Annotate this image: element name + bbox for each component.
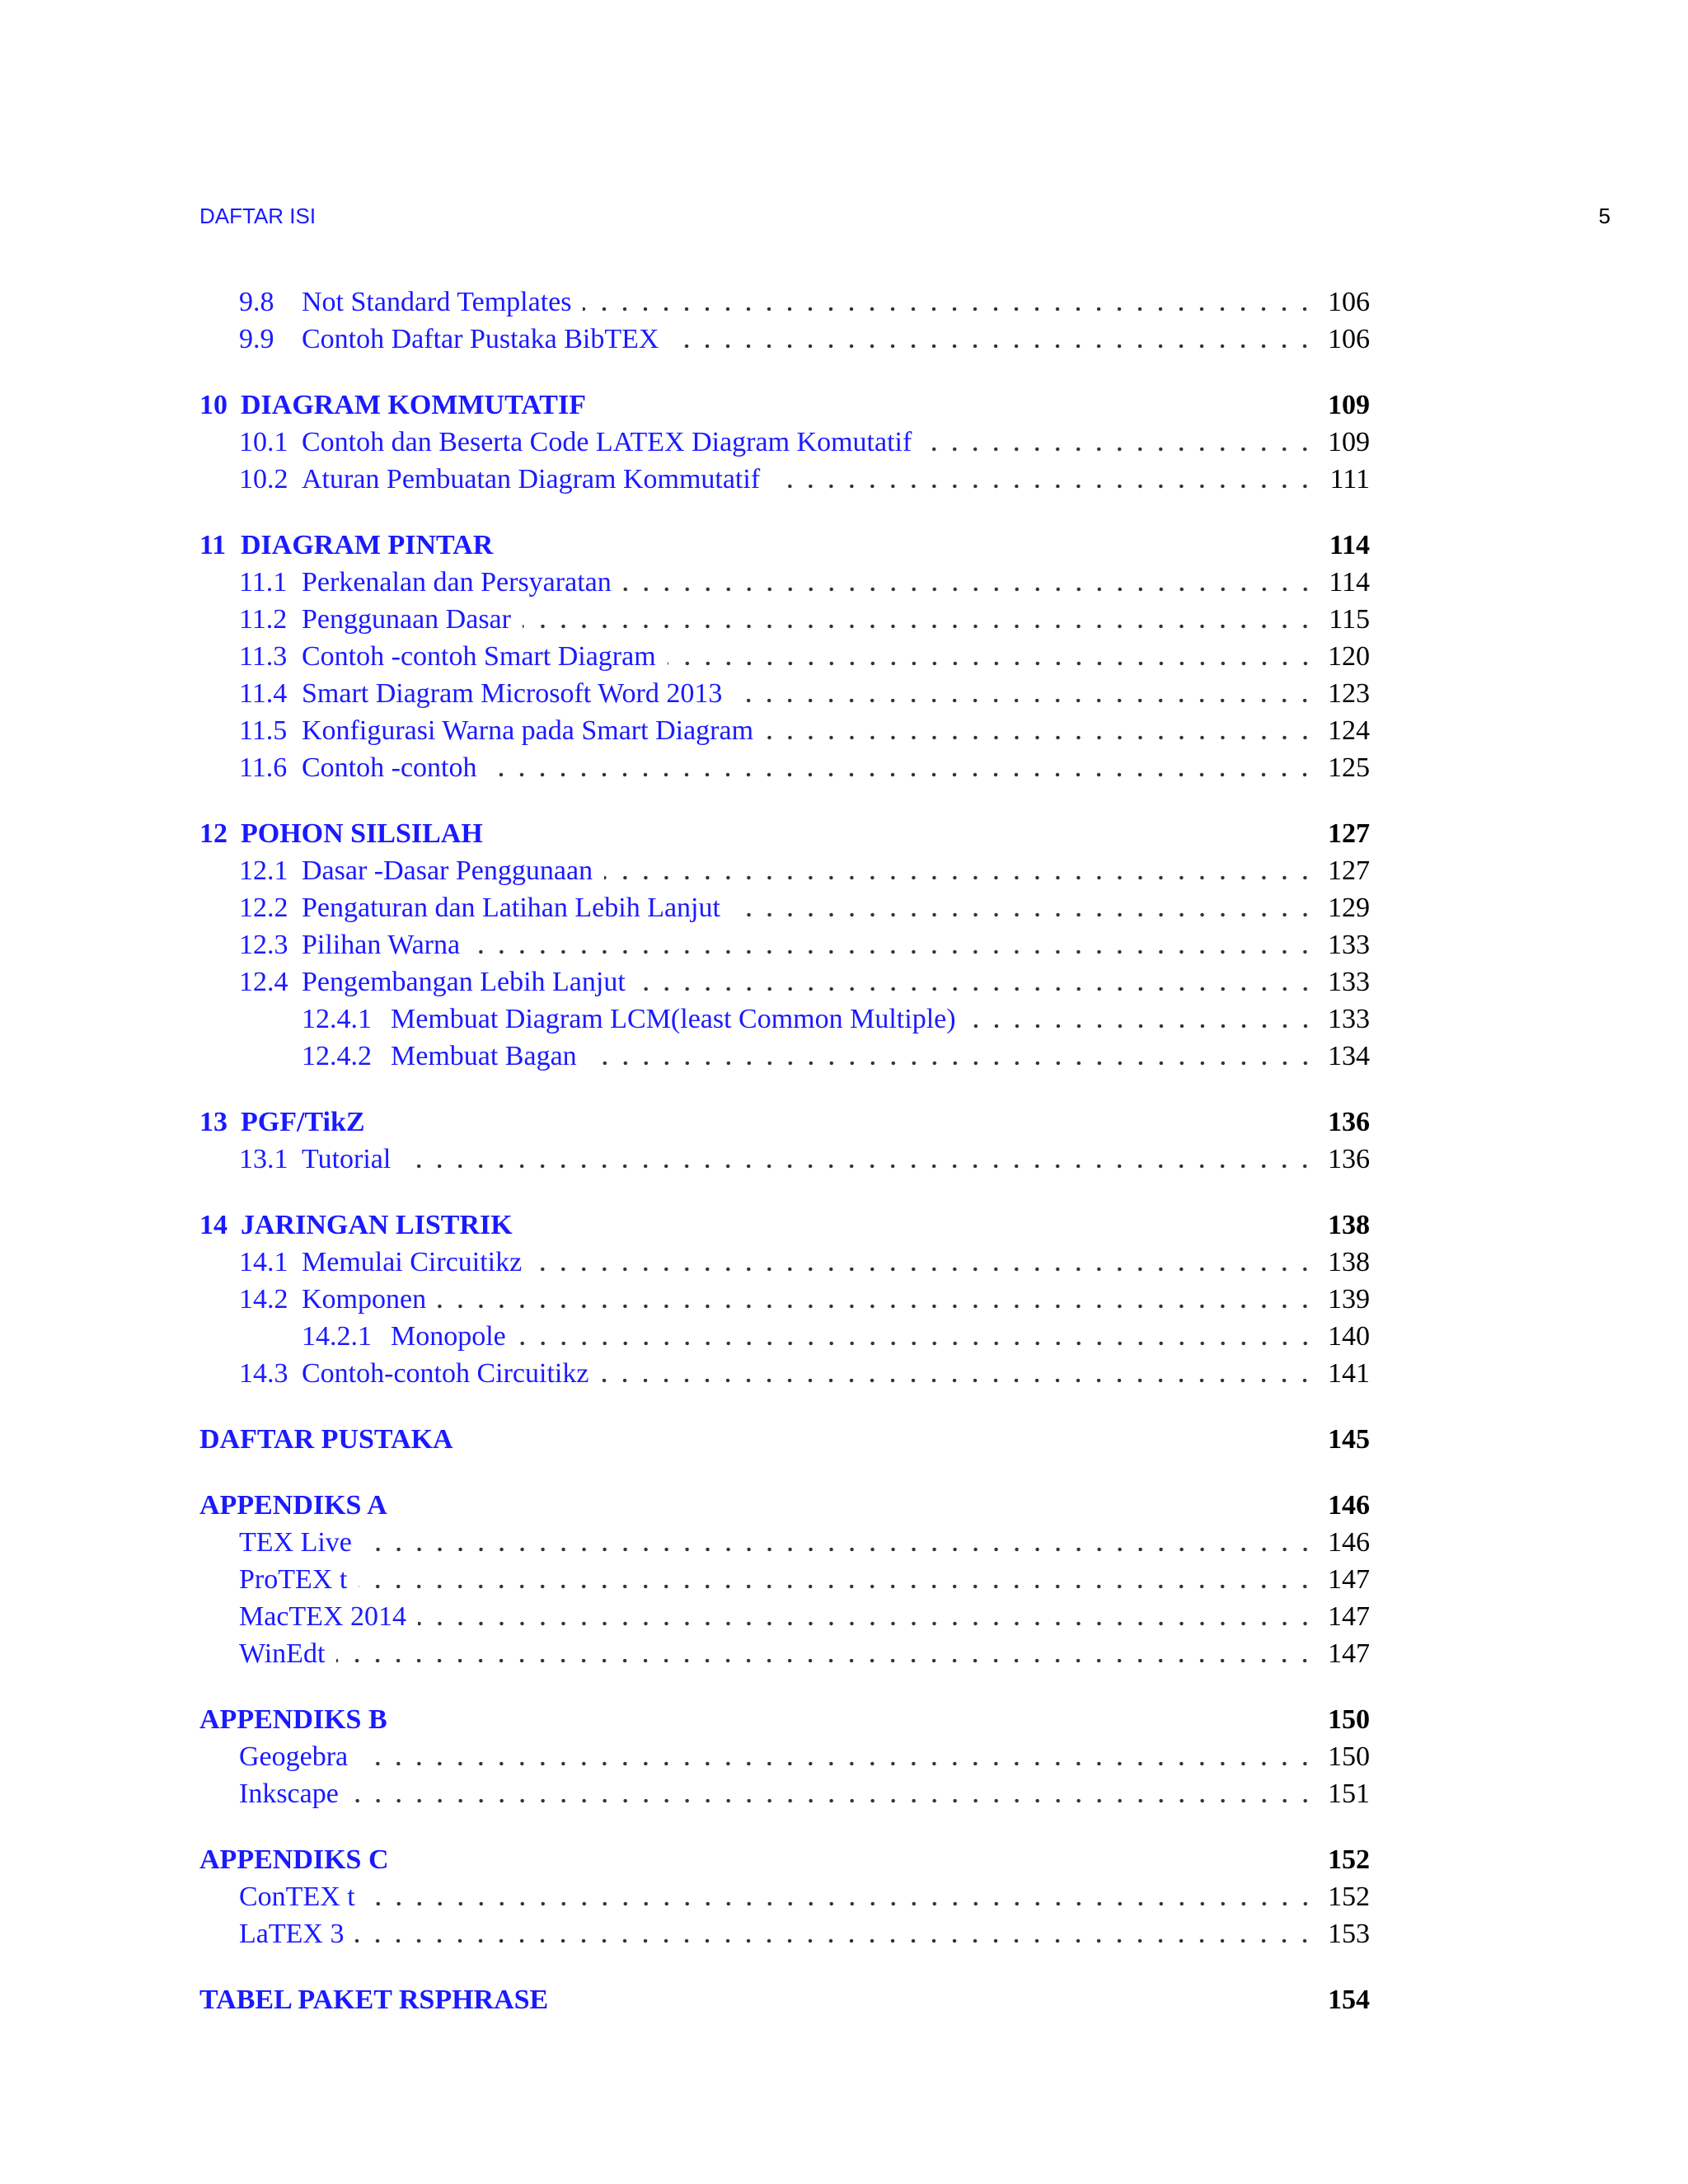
toc-entry-page: 129: [1328, 893, 1370, 923]
toc-entry-page: 109: [1328, 427, 1370, 457]
toc-section-entry[interactable]: [199, 1355, 1370, 1392]
dot-leader: [359, 1582, 1315, 1591]
toc-section-entry[interactable]: [199, 852, 1370, 889]
dot-leader: [533, 1265, 1315, 1273]
toc-entry-title: Contoh dan Beserta Code LATEX Diagram Komutatif: [302, 427, 912, 457]
toc-entry-title: Inkscape: [239, 1779, 339, 1809]
toc-entry-title: Contoh-contoh Circuitikz: [302, 1358, 589, 1389]
toc-entry-page: 124: [1328, 715, 1370, 746]
toc-entry-page: 138: [1328, 1210, 1370, 1240]
toc-entry-title: ProTEX t: [239, 1564, 348, 1595]
toc-chapter-entry[interactable]: [199, 1841, 1370, 1878]
toc-section-entry[interactable]: [199, 321, 1370, 358]
dot-leader: [402, 1162, 1315, 1170]
toc-entry-page: 140: [1328, 1321, 1370, 1352]
toc-entry-number: 9.9: [239, 324, 274, 354]
dot-leader: [359, 1760, 1315, 1768]
toc-section-entry[interactable]: [199, 1598, 1370, 1635]
toc-section-entry[interactable]: [199, 1001, 1370, 1038]
toc-entry-title: DIAGRAM KOMMUTATIF: [241, 390, 586, 420]
toc-entry-number: 11.6: [239, 752, 288, 783]
toc-section-entry[interactable]: [199, 424, 1370, 461]
toc-entry-title: Aturan Pembuatan Diagram Kommutatif: [302, 464, 761, 494]
toc-entry-title: Not Standard Templates: [302, 287, 572, 317]
toc-entry-page: 147: [1328, 1564, 1370, 1595]
toc-entry-page: 150: [1328, 1704, 1370, 1735]
toc-section-entry[interactable]: [199, 675, 1370, 712]
toc-entry-page: 115: [1329, 604, 1370, 635]
toc-section-entry[interactable]: [199, 926, 1370, 963]
toc-section-entry[interactable]: [199, 601, 1370, 638]
toc-entry-number: 13: [199, 1107, 227, 1137]
toc-entry-title: Contoh -contoh: [302, 752, 477, 783]
table-of-contents: [199, 284, 1370, 2018]
toc-entry-title: MacTEX 2014: [239, 1601, 407, 1632]
toc-entry-page: 120: [1328, 641, 1370, 672]
toc-entry-number: 12.2: [239, 893, 288, 923]
toc-chapter-entry[interactable]: [199, 1104, 1370, 1141]
dot-leader: [923, 445, 1315, 453]
toc-section-entry[interactable]: [199, 1915, 1370, 1952]
toc-entry-title: Geogebra: [239, 1741, 349, 1772]
dot-leader: [363, 1545, 1315, 1554]
dot-leader: [523, 622, 1315, 630]
toc-chapter-entry[interactable]: [199, 1981, 1370, 2018]
toc-entry-page: 146: [1328, 1490, 1370, 1521]
toc-section-entry[interactable]: [199, 749, 1370, 786]
toc-entry-title: TABEL PAKET RSPHRASE: [199, 1985, 549, 2015]
toc-section-entry[interactable]: [199, 461, 1370, 498]
page-number: 5: [1598, 204, 1611, 228]
toc-entry-title: Membuat Diagram LCM(least Common Multiple): [391, 1004, 956, 1034]
toc-entry-page: 111: [1329, 464, 1370, 494]
toc-entry-page: 154: [1328, 1985, 1370, 2015]
dot-leader: [637, 985, 1315, 993]
running-head-title: DAFTAR ISI: [199, 204, 316, 228]
dot-leader: [336, 1657, 1315, 1665]
toc-entry-title: PGF/TikZ: [241, 1107, 365, 1137]
toc-chapter-entry[interactable]: [199, 1701, 1370, 1738]
toc-entry-number: 11.2: [239, 604, 288, 635]
toc-entry-page: 114: [1329, 567, 1370, 598]
toc-entry-title: Contoh -contoh Smart Diagram: [302, 641, 656, 672]
toc-entry-page: 152: [1328, 1882, 1370, 1912]
toc-section-entry[interactable]: [199, 638, 1370, 675]
toc-entry-number: 12.4.1: [302, 1004, 372, 1034]
toc-section-entry[interactable]: [199, 712, 1370, 749]
toc-entry-number: 14.3: [239, 1358, 288, 1389]
toc-entry-page: 127: [1328, 818, 1370, 849]
toc-entry-title: WinEdt: [239, 1638, 326, 1669]
toc-entry-title: Memulai Circuitikz: [302, 1247, 523, 1277]
toc-section-entry[interactable]: [199, 1775, 1370, 1812]
toc-entry-page: 147: [1328, 1601, 1370, 1632]
toc-entry-number: 13.1: [239, 1144, 288, 1174]
toc-entry-number: 14.2.1: [302, 1321, 372, 1352]
toc-chapter-entry[interactable]: [199, 1487, 1370, 1524]
toc-entry-number: 12.4.2: [302, 1041, 372, 1071]
dot-leader: [765, 733, 1315, 742]
dot-leader: [734, 696, 1315, 705]
toc-entry-title: Perkenalan dan Persyaratan: [302, 567, 612, 598]
toc-entry-title: POHON SILSILAH: [241, 818, 483, 849]
toc-entry-title: Contoh Daftar Pustaka BibTEX: [302, 324, 659, 354]
toc-entry-number: 12.4: [239, 967, 288, 997]
toc-entry-page: 138: [1328, 1247, 1370, 1277]
toc-entry-page: 106: [1328, 287, 1370, 317]
toc-chapter-entry[interactable]: [199, 1207, 1370, 1244]
toc-entry-title: Konfigurasi Warna pada Smart Diagram: [302, 715, 754, 746]
dot-leader: [623, 585, 1315, 593]
toc-entry-page: 133: [1328, 930, 1370, 960]
toc-section-entry[interactable]: [199, 1141, 1370, 1178]
toc-section-entry[interactable]: [199, 1878, 1370, 1915]
toc-entry-number: 14.1: [239, 1247, 288, 1277]
dot-leader: [668, 659, 1315, 668]
toc-entry-number: 9.8: [239, 287, 274, 317]
toc-entry-number: 12.3: [239, 930, 288, 960]
toc-entry-title: Pengembangan Lebih Lanjut: [302, 967, 626, 997]
toc-entry-number: 12.1: [239, 855, 288, 886]
toc-entry-title: Tutorial: [302, 1144, 392, 1174]
dot-leader: [350, 1797, 1315, 1805]
toc-entry-page: 146: [1328, 1527, 1370, 1558]
toc-entry-title: DIAGRAM PINTAR: [241, 530, 494, 560]
toc-entry-number: 12: [199, 818, 227, 849]
toc-entry-title: TEX Live: [239, 1527, 352, 1558]
toc-entry-title: Smart Diagram Microsoft Word 2013: [302, 678, 723, 709]
dot-leader: [771, 482, 1315, 490]
toc-entry-page: 133: [1328, 967, 1370, 997]
dot-leader: [968, 1022, 1315, 1030]
toc-chapter-entry[interactable]: [199, 1421, 1370, 1458]
toc-entry-page: 114: [1329, 530, 1370, 560]
dot-leader: [367, 1900, 1315, 1908]
toc-entry-number: 14.2: [239, 1284, 288, 1315]
toc-entry-title: JARINGAN LISTRIK: [241, 1210, 513, 1240]
toc-section-entry[interactable]: [199, 1244, 1370, 1281]
toc-entry-page: 141: [1328, 1358, 1370, 1389]
toc-entry-number: 14: [199, 1210, 227, 1240]
toc-entry-number: 11.3: [239, 641, 288, 672]
dot-leader: [418, 1619, 1315, 1628]
toc-chapter-entry[interactable]: [199, 815, 1370, 852]
toc-entry-title: Penggunaan Dasar: [302, 604, 511, 635]
toc-entry-page: 106: [1328, 324, 1370, 354]
dot-leader: [438, 1302, 1315, 1310]
toc-section-entry[interactable]: [199, 1635, 1370, 1672]
toc-entry-number: 11.1: [239, 567, 288, 598]
toc-section-entry[interactable]: [199, 963, 1370, 1001]
toc-chapter-entry[interactable]: [199, 387, 1370, 424]
toc-section-entry[interactable]: [199, 889, 1370, 926]
toc-entry-title: Dasar -Dasar Penggunaan: [302, 855, 593, 886]
toc-entry-page: 139: [1328, 1284, 1370, 1315]
toc-section-entry[interactable]: [199, 1561, 1370, 1598]
toc-entry-page: 109: [1328, 390, 1370, 420]
toc-section-entry[interactable]: [199, 1281, 1370, 1318]
toc-section-entry[interactable]: [199, 1524, 1370, 1561]
toc-entry-page: 145: [1328, 1424, 1370, 1455]
toc-entry-page: 134: [1328, 1041, 1370, 1071]
toc-entry-page: 150: [1328, 1741, 1370, 1772]
toc-entry-title: Membuat Bagan: [391, 1041, 577, 1071]
toc-entry-number: 10.2: [239, 464, 288, 494]
toc-entry-title: APPENDIKS A: [199, 1490, 387, 1521]
toc-entry-page: 151: [1328, 1779, 1370, 1809]
toc-section-entry[interactable]: [199, 1738, 1370, 1775]
toc-entry-number: 11.4: [239, 678, 288, 709]
dot-leader: [355, 1937, 1315, 1945]
dot-leader: [670, 342, 1315, 350]
toc-entry-page: 136: [1328, 1144, 1370, 1174]
toc-section-entry[interactable]: [199, 284, 1370, 321]
toc-entry-number: 11.5: [239, 715, 288, 746]
toc-entry-number: 10.1: [239, 427, 288, 457]
toc-entry-page: 152: [1328, 1844, 1370, 1875]
toc-entry-page: 133: [1328, 1004, 1370, 1034]
toc-section-entry[interactable]: [199, 1318, 1370, 1355]
toc-entry-title: APPENDIKS B: [199, 1704, 387, 1735]
toc-entry-title: DAFTAR PUSTAKA: [199, 1424, 453, 1455]
toc-section-entry[interactable]: [199, 1038, 1370, 1075]
toc-entry-page: 123: [1328, 678, 1370, 709]
toc-section-entry[interactable]: [199, 564, 1370, 601]
dot-leader: [471, 948, 1315, 956]
running-header: [199, 203, 1611, 229]
dot-leader: [583, 305, 1315, 313]
dot-leader: [488, 771, 1315, 779]
dot-leader: [600, 1376, 1315, 1385]
toc-entry-title: ConTEX t: [239, 1882, 355, 1912]
toc-entry-title: Pilihan Warna: [302, 930, 461, 960]
toc-entry-number: 10: [199, 390, 227, 420]
toc-entry-page: 136: [1328, 1107, 1370, 1137]
toc-entry-title: LaTEX 3: [239, 1919, 345, 1949]
toc-entry-title: Komponen: [302, 1284, 427, 1315]
toc-chapter-entry[interactable]: [199, 527, 1370, 564]
dot-leader: [604, 874, 1315, 882]
toc-entry-page: 127: [1328, 855, 1370, 886]
toc-entry-number: 11: [199, 530, 227, 560]
toc-entry-page: 153: [1328, 1919, 1370, 1949]
toc-entry-page: 125: [1328, 752, 1370, 783]
dot-leader: [518, 1339, 1315, 1347]
dot-leader: [732, 911, 1315, 919]
dot-leader: [588, 1059, 1315, 1067]
toc-entry-page: 147: [1328, 1638, 1370, 1669]
toc-entry-title: Monopole: [391, 1321, 506, 1352]
toc-entry-title: Pengaturan dan Latihan Lebih Lanjut: [302, 893, 720, 923]
toc-entry-title: APPENDIKS C: [199, 1844, 389, 1875]
